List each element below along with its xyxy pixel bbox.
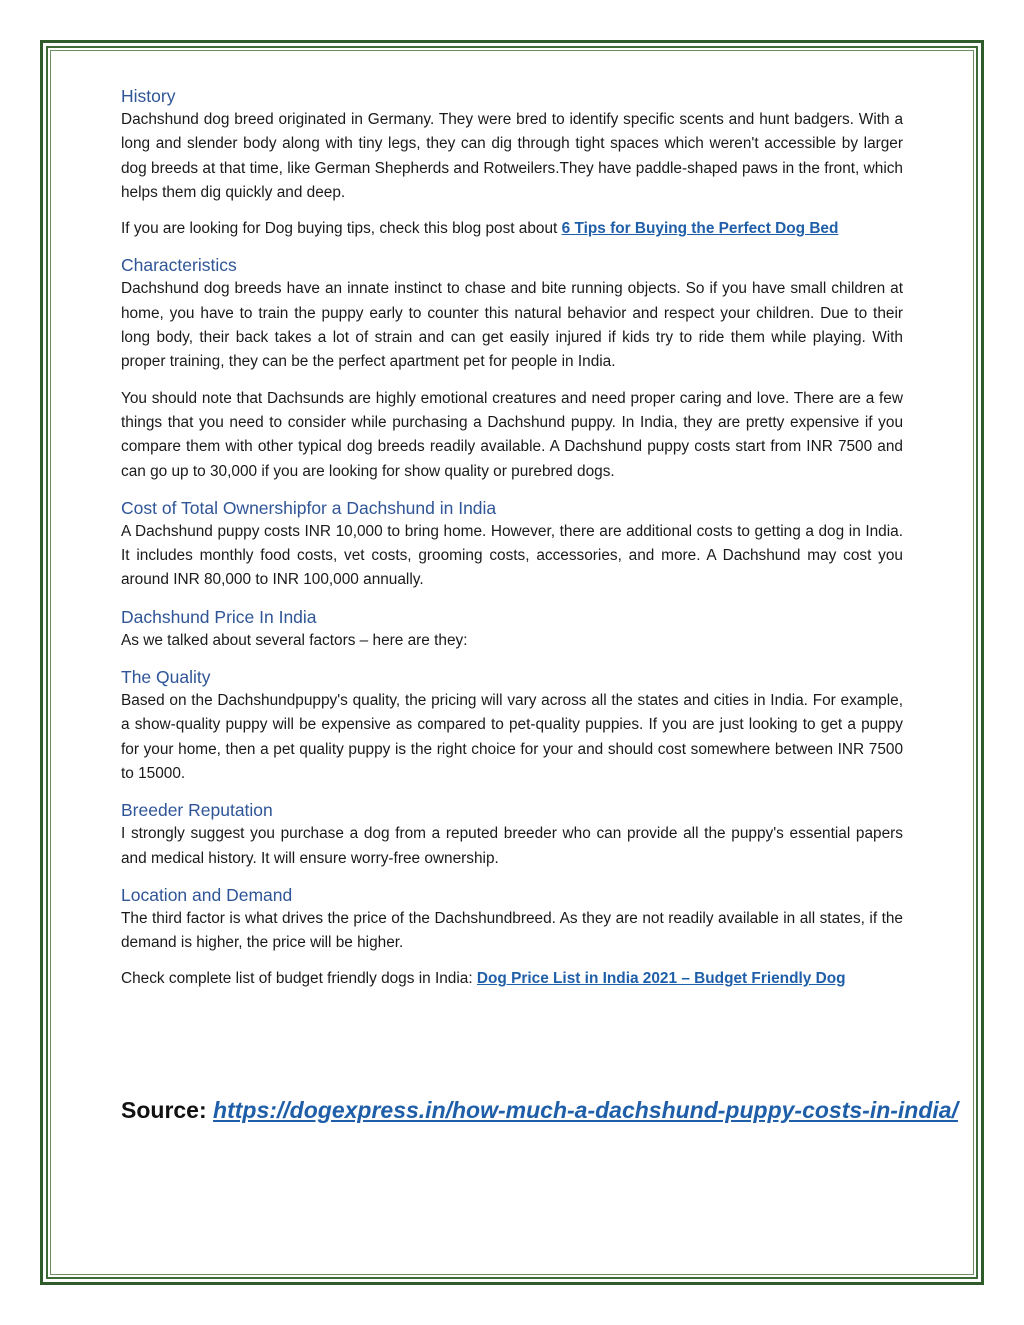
section-characteristics bbox=[121, 253, 903, 483]
paragraph: Based on the Dachshundpuppy's quality, the pricing will vary across all the states and cities in India. For example, a show-quality puppy will be expensive as compared to pet-quality puppies. If you are just looking to get a puppy for your home, then a pet quality puppy is the right choice for your and should cost somewhere between INR 7500 to 15000. bbox=[121, 692, 903, 782]
dog-bed-tips-link[interactable]: 6 Tips for Buying the Perfect Dog Bed bbox=[561, 220, 839, 238]
paragraph: As we talked about several factors – here are they: bbox=[121, 631, 468, 649]
section-cost-of-ownership bbox=[121, 496, 903, 593]
link-line bbox=[121, 967, 903, 991]
paragraph: The third factor is what drives the price of the Dachshundbreed. As they are not readily available in all states, if the demand is higher, the price will be higher. bbox=[121, 909, 903, 952]
section-heading: Dachshund Price In India bbox=[121, 606, 317, 627]
section-heading: The Quality bbox=[121, 667, 211, 688]
section-quality bbox=[121, 665, 903, 786]
source-label: Source: bbox=[121, 1097, 207, 1123]
article-body bbox=[121, 84, 903, 1004]
dog-price-list-link[interactable]: Dog Price List in India 2021 – Budget Friendly Dog bbox=[476, 970, 846, 988]
paragraph: Dachshund dog breed originated in Germany. They were bred to identify specific scents and hunt badgers. With a long and slender body along with tiny legs, they can dig through tight spaces which weren't accessible by larger dog breeds at that time, like German Shepherds and Rotweilers.They have paddle-shaped paws in the front, which helps them dig quickly and deep. bbox=[121, 111, 903, 201]
section-heading: Cost of Total Ownershipfor a Dachshund in India bbox=[121, 497, 497, 518]
link-line bbox=[121, 217, 903, 241]
paragraph: A Dachshund puppy costs INR 10,000 to bring home. However, there are additional costs to getting a dog in India. It includes monthly food costs, vet costs, grooming costs, accessories, and more. A Dachshund may cost you around INR 80,000 to INR 100,000 annually. bbox=[121, 522, 903, 589]
section-heading: Location and Demand bbox=[121, 884, 293, 905]
paragraph: Dachshund dog breeds have an innate instinct to chase and bite running objects. So if you have small children at home, you have to train the puppy early to counter this natural behavior and respect your children. Due to their long body, their back takes a lot of strain and can get easily injured if kids try to ride them while playing. With proper training, they can be the perfect apartment pet for people in India. bbox=[121, 280, 903, 371]
paragraph: I strongly suggest you purchase a dog from a reputed breeder who can provide all the puppy's essential papers and medical history. It will ensure worry-free ownership. bbox=[121, 825, 903, 867]
section-history bbox=[121, 84, 903, 241]
section-location-demand bbox=[121, 883, 903, 992]
link-line-prefix: If you are looking for Dog buying tips, check this blog post about bbox=[121, 220, 562, 238]
source-line bbox=[121, 1094, 958, 1126]
paragraph: You should note that Dachsunds are highly emotional creatures and need proper caring and love. There are a few things that you need to consider while purchasing a Dachshund puppy. In India, they are pretty expensive if you compare them with other typical dog breeds readily available. A Dachshund puppy costs start from INR 7500 and can go up to 30,000 if you are looking for show quality or purebred dogs. bbox=[121, 389, 903, 480]
section-heading: History bbox=[121, 86, 176, 106]
source-url-link[interactable]: https://dogexpress.in/how-much-a-dachshund-puppy-costs-in-india/ bbox=[213, 1097, 958, 1123]
section-heading: Characteristics bbox=[121, 255, 237, 276]
section-heading: Breeder Reputation bbox=[121, 800, 273, 821]
link-line-prefix: Check complete list of budget friendly dogs in India: bbox=[121, 970, 477, 988]
section-breeder-reputation bbox=[121, 798, 903, 871]
section-price-in-india bbox=[121, 605, 903, 653]
